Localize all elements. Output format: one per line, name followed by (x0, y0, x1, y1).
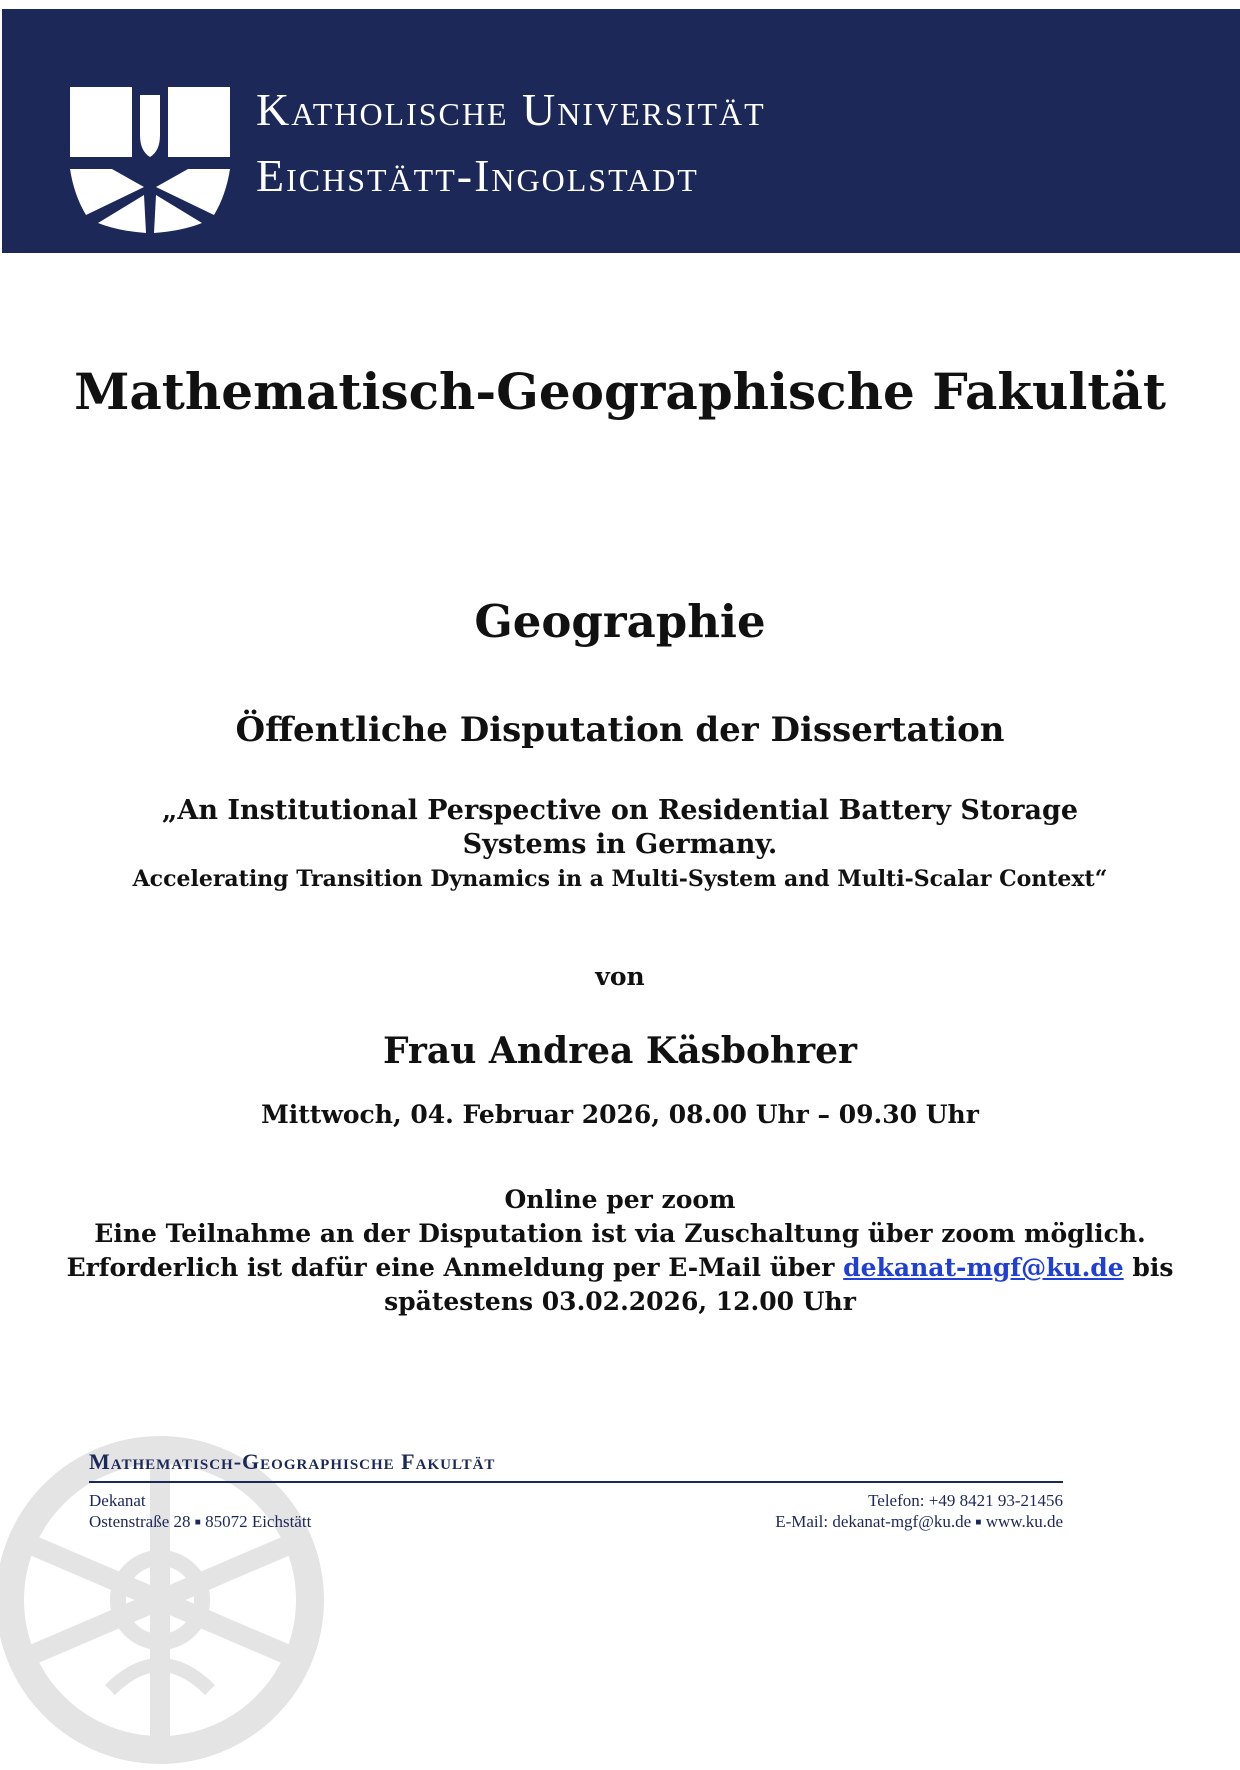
faculty-title: Mathematisch-Geographische Fakultät (74, 362, 1166, 421)
footer-website[interactable]: www.ku.de (985, 1512, 1063, 1531)
registration-deadline: spätestens 03.02.2026, 12.00 Uhr (384, 1287, 856, 1316)
footer-city: 85072 Eichstätt (205, 1512, 312, 1531)
university-logo-icon (70, 87, 230, 233)
thesis-title: „An Institutional Perspective on Residential Battery Storage Systems in Germany. (161, 795, 1079, 860)
footer-phone: Telefon: +49 8421 93-21456 (868, 1491, 1063, 1510)
footer-faculty-name: Mathematisch-Geographische Fakultät (89, 1449, 496, 1474)
online-info (0, 1183, 1240, 1319)
university-name-line1: Katholische Universität (256, 84, 766, 135)
separator-square-icon: ■ (194, 1517, 201, 1528)
participation-note: Eine Teilnahme an der Disputation ist via Zuschaltung über zoom möglich. (94, 1219, 1146, 1248)
footer-divider (89, 1481, 1063, 1483)
registration-suffix: bis (1123, 1253, 1174, 1282)
registration-email-link[interactable]: dekanat-mgf@ku.de (843, 1253, 1124, 1282)
footer-street: Ostenstraße 28 (89, 1512, 191, 1531)
footer-dekanat: Dekanat (89, 1491, 146, 1510)
registration-prefix: Erforderlich ist dafür eine Anmeldung per E-Mail über (66, 1253, 844, 1282)
candidate-name: Frau Andrea Käsbohrer (382, 1030, 857, 1072)
by-label: von (595, 962, 645, 991)
registration-line (0, 1251, 1240, 1285)
footer-address (89, 1490, 311, 1533)
separator-square-icon: ■ (975, 1517, 982, 1528)
university-seal-watermark-icon (0, 1370, 360, 1770)
footer-contact-line (775, 1511, 1063, 1533)
online-mode: Online per zoom (504, 1185, 736, 1214)
event-type-heading: Öffentliche Disputation der Dissertation (235, 710, 1005, 750)
subject-heading: Geographie (474, 595, 766, 648)
footer-contact (775, 1490, 1063, 1533)
university-name (256, 77, 766, 209)
header-band (2, 9, 1240, 253)
event-datetime: Mittwoch, 04. Februar 2026, 08.00 Uhr – 09.30 Uhr (261, 1100, 979, 1129)
footer-street-line (89, 1511, 311, 1533)
thesis-subtitle: Accelerating Transition Dynamics in a Multi-System and Multi-Scalar Context“ (132, 866, 1108, 892)
university-name-line2: Eichstätt-Ingolstadt (256, 150, 699, 201)
footer-email[interactable]: E-Mail: dekanat-mgf@ku.de (775, 1512, 972, 1531)
